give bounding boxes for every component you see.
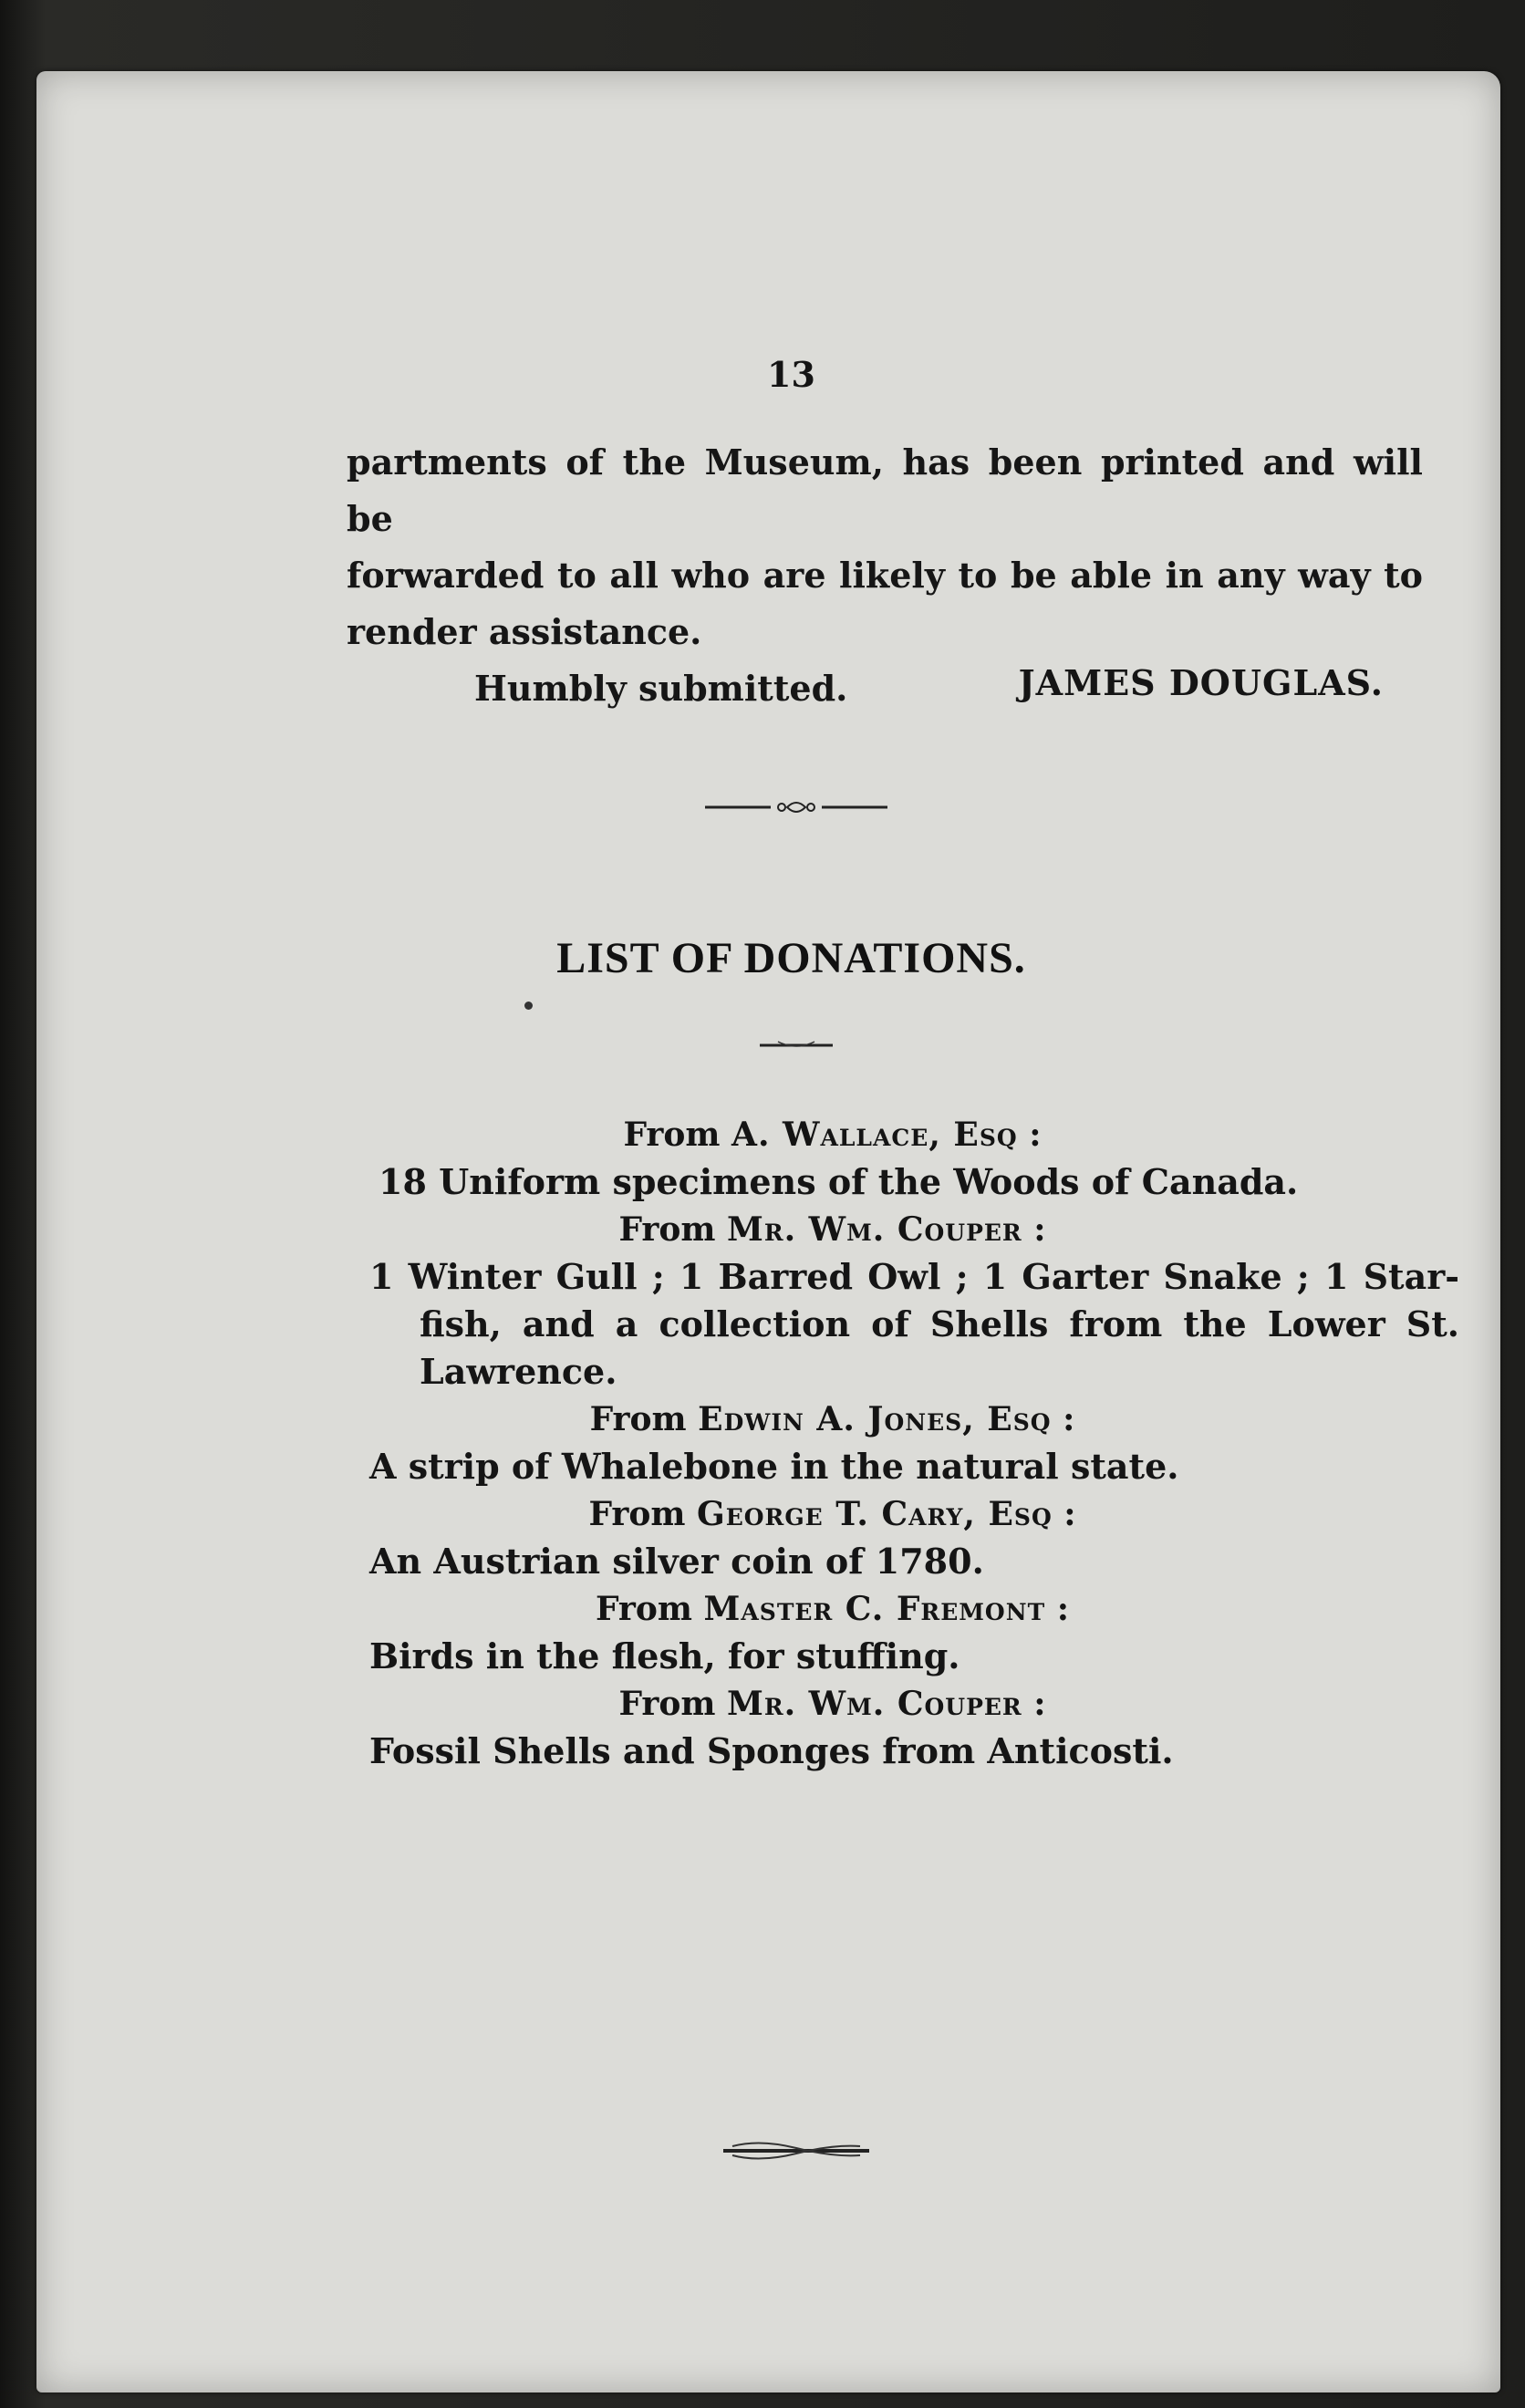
from-suffix: : bbox=[1052, 1495, 1076, 1533]
donor-line bbox=[36, 1396, 1500, 1443]
donation-list bbox=[36, 1111, 1500, 1775]
donation-items: A strip of Whalebone in the natural state. bbox=[369, 1446, 1179, 1487]
from-prefix: From bbox=[623, 1116, 732, 1154]
from-suffix: : bbox=[1022, 1685, 1046, 1723]
signature: JAMES DOUGLAS. bbox=[1018, 662, 1384, 703]
short-rule-icon bbox=[760, 1038, 833, 1053]
closing-line: Humbly submitted. bbox=[474, 668, 848, 709]
donor-name: Mr. Wm. Couper bbox=[726, 1210, 1022, 1249]
donation-entry bbox=[36, 1396, 1500, 1490]
page-number: 13 bbox=[767, 354, 815, 395]
donor-name: A. Wallace, Esq bbox=[731, 1116, 1018, 1154]
from-prefix: From bbox=[595, 1590, 704, 1628]
from-prefix: From bbox=[588, 1495, 697, 1533]
donor-name: Mr. Wm. Couper bbox=[726, 1685, 1022, 1723]
donor-line bbox=[36, 1206, 1500, 1253]
donor-name: George T. Cary, Esq bbox=[696, 1495, 1053, 1533]
from-suffix: : bbox=[1022, 1210, 1046, 1249]
donation-entry bbox=[36, 1680, 1500, 1775]
ornament-divider-top bbox=[36, 796, 1500, 818]
from-prefix: From bbox=[589, 1400, 699, 1438]
donation-items: 18 Uniform specimens of the Woods of Canada. bbox=[379, 1161, 1299, 1202]
ornament-divider-end bbox=[36, 2137, 1500, 2164]
paragraph-line: render assistance. bbox=[347, 611, 702, 652]
donor-line bbox=[36, 1680, 1500, 1728]
donation-entry bbox=[36, 1206, 1500, 1396]
ornament-divider-bottom bbox=[36, 1038, 1500, 1053]
donor-line bbox=[36, 1585, 1500, 1633]
donor-name: Edwin A. Jones, Esq bbox=[698, 1400, 1052, 1438]
paragraph-line: partments of the Museum, has been printed and will be bbox=[347, 441, 1423, 539]
from-suffix: : bbox=[1045, 1590, 1069, 1628]
from-prefix: From bbox=[618, 1210, 727, 1249]
donation-items: 1 Winter Gull ; 1 Barred Owl ; 1 Garter Snake ; 1 Star-fish, and a collection of Shells from the Lower St. Lawrence. bbox=[369, 1256, 1459, 1392]
donation-items: An Austrian silver coin of 1780. bbox=[369, 1541, 984, 1582]
donation-entry bbox=[36, 1585, 1500, 1680]
donation-items: Birds in the flesh, for stuffing. bbox=[369, 1635, 960, 1676]
ink-speck bbox=[524, 1002, 533, 1010]
book-page bbox=[36, 71, 1500, 2392]
from-suffix: : bbox=[1051, 1400, 1075, 1438]
donor-line bbox=[36, 1111, 1500, 1158]
donation-entry bbox=[36, 1490, 1500, 1585]
section-title: LIST OF DONATIONS. bbox=[556, 934, 1026, 982]
donor-line bbox=[36, 1490, 1500, 1538]
ornamental-rule-icon bbox=[705, 796, 887, 818]
from-suffix: : bbox=[1017, 1116, 1042, 1154]
paragraph-line: forwarded to all who are likely to be able in any way to bbox=[347, 555, 1423, 596]
donor-name: Master C. Fremont bbox=[703, 1590, 1046, 1628]
donation-entry bbox=[36, 1111, 1500, 1206]
donation-items: Fossil Shells and Sponges from Anticosti. bbox=[369, 1730, 1174, 1771]
end-flourish-icon bbox=[723, 2137, 869, 2164]
from-prefix: From bbox=[618, 1685, 727, 1723]
